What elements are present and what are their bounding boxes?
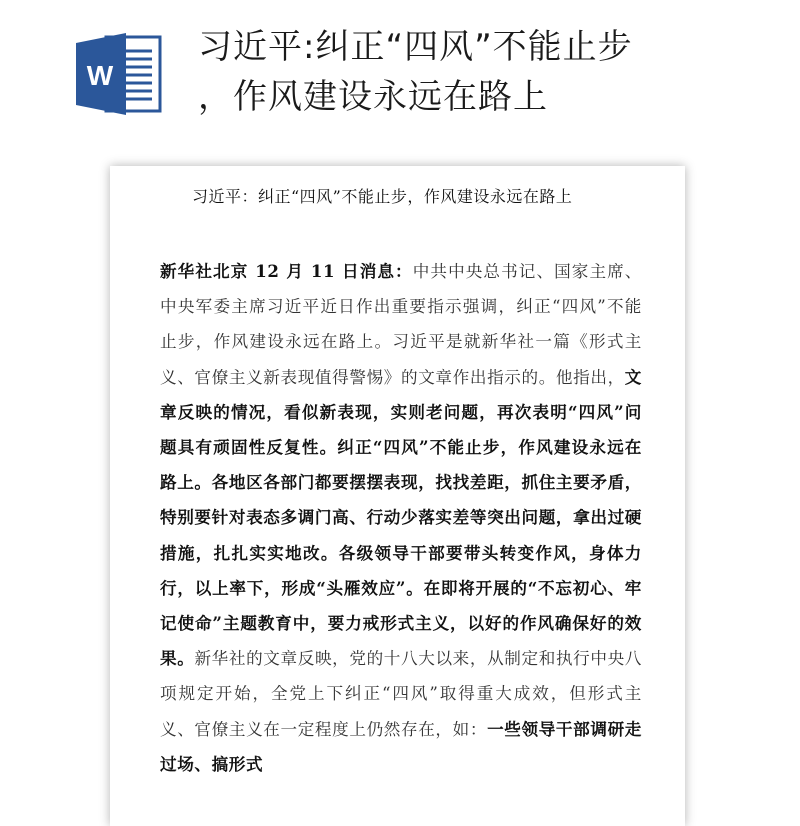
body-segment-5: 一些领导干部调研走过场、搞形式 xyxy=(160,718,642,774)
word-icon-letter: W xyxy=(86,60,114,91)
document-lines xyxy=(126,51,152,99)
body-segment-2: 中共中央总书记、国家主席、中央军委主席习近平近日作出重要指示强调，纠正“四风”不能止步，作风建设永远在路上。习近平是就新华社一篇《形式主义、官僚主义新表现值得警惕》的文章作出指示的。他指出， xyxy=(160,262,642,387)
title-line-2: ，作风建设永远在路上 xyxy=(198,77,548,117)
body-segment-3: 文章反映的情况，看似新表现，实则老问题，再次表明“四风”问题具有顽固性反复性。纠正“四风”不能止步，作风建设永远在路上。各地区各部门都要摆摆表现，找找差距，抓住主要矛盾，特别要针对表态多调门高、行动少落实差等突出问题，拿出过硬措施，扎扎实实地改。各级领导干部要带头转变作风，身体力行，以上率下，形成“头雁效应”。在即将开展的“不忘初心、牢记使命”主题教育中，要力戒形式主义，以好的作风确保好的效果。 xyxy=(160,366,642,669)
document-body xyxy=(160,254,642,782)
title-line-1: 习近平:纠正“四风”不能止步 xyxy=(198,27,633,67)
document-page xyxy=(110,166,685,826)
document-heading: 习近平：纠正“四风”不能止步，作风建设永远在路上 xyxy=(192,187,573,206)
body-segment-1: 新华社北京 12 月 11 日消息： xyxy=(160,261,413,281)
word-document-icon xyxy=(76,33,164,115)
body-segment-4: 新华社的文章反映，党的十八大以来，从制定和执行中央八项规定开始，全党上下纠正“四风”取得重大成效，但形式主义、官僚主义在一定程度上仍然存在，如： xyxy=(160,649,642,739)
page-title xyxy=(198,22,758,122)
header xyxy=(0,0,800,160)
